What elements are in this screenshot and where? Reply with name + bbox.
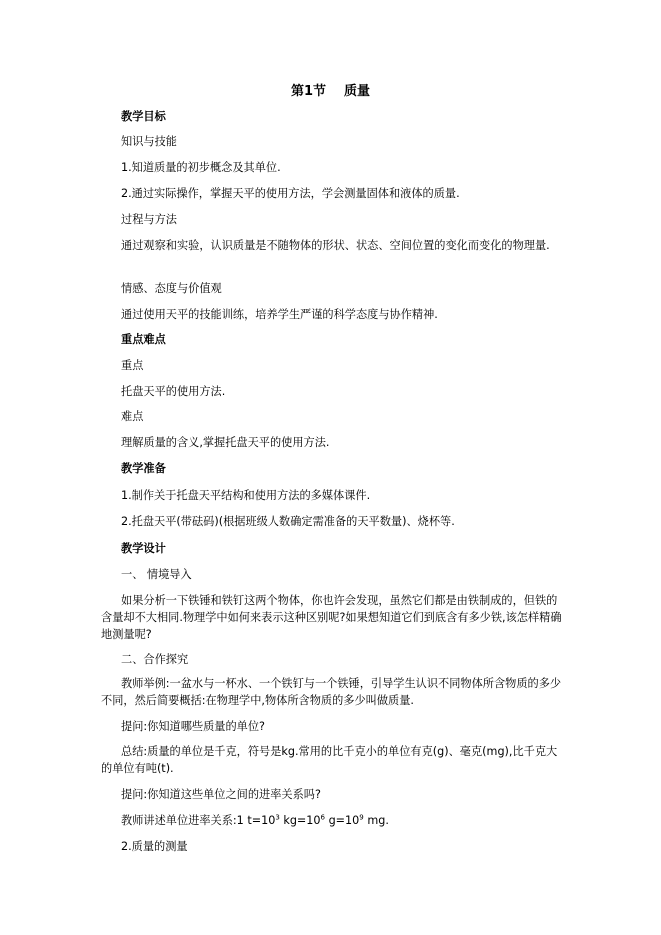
mass-measurement-heading: 2.质量的测量 <box>121 840 188 853</box>
summary-text: 总结:质量的单位是千克，符号是kg.常用的比千克小的单位有克(g)、毫克(mg),比千克大的单位有吨(t). <box>101 745 558 775</box>
unit-rate-text: 教师讲述单位进率关系:1 $t=10^3$ $kg=10^6$ $g=10^9$ mg. <box>121 813 389 827</box>
example-text: 教师举例:一盆水与一杯水、一个铁钉与一个铁锤，引导学生认识不同物体所含物质的多少不同，然后简要概括:在物理学中,物体所含物质的多少叫做质量. <box>101 677 562 707</box>
question-1: 提问:你知道哪些质量的单位? <box>121 720 265 733</box>
difficult-point-heading: 难点 <box>121 410 144 423</box>
question-2: 提问:你知道这些单位之间的进率关系吗? <box>121 788 321 801</box>
knowledge-item-2: 2.通过实际操作，掌握天平的使用方法，学会测量固体和液体的质量. <box>121 187 460 200</box>
process-heading: 过程与方法 <box>121 213 177 226</box>
page-title <box>0 80 661 99</box>
preparation-heading: 教学准备 <box>121 462 166 475</box>
focus-heading: 重点难点 <box>121 333 166 346</box>
objectives-heading: 教学目标 <box>121 110 166 123</box>
title-topic: 质量 <box>344 84 371 99</box>
process-text: 通过观察和实验，认识质量是不随物体的形状、状态、空间位置的变化而变化的物理量. <box>121 239 550 252</box>
emotion-heading: 情感、态度与价值观 <box>121 282 222 295</box>
key-point-heading: 重点 <box>121 359 144 372</box>
preparation-item-2: 2.托盘天平(带砝码)(根据班级人数确定需准备的天平数量)、烧杯等. <box>121 515 455 528</box>
title-section-number: 第1节 <box>290 84 327 99</box>
section-1-heading: 一、 情境导入 <box>121 568 192 581</box>
difficult-point-text: 理解质量的含义,掌握托盘天平的使用方法. <box>121 436 330 449</box>
key-point-text: 托盘天平的使用方法. <box>121 385 226 398</box>
design-heading: 教学设计 <box>121 542 166 555</box>
emotion-text: 通过使用天平的技能训练，培养学生严谨的科学态度与协作精神. <box>121 308 438 321</box>
preparation-item-1: 1.制作关于托盘天平结构和使用方法的多媒体课件. <box>121 489 371 502</box>
section-1-text: 如果分析一下铁锤和铁钉这两个物体，你也许会发现，虽然它们都是由铁制成的，但铁的含量却不大相同.物理学中如何来表示这种区别呢?如果想知道它们到底含有多少铁,该怎样精确地测量呢? <box>101 594 562 641</box>
section-2-heading: 二、合作探究 <box>121 653 189 666</box>
knowledge-heading: 知识与技能 <box>121 135 177 148</box>
knowledge-item-1: 1.知道质量的初步概念及其单位. <box>121 161 281 174</box>
